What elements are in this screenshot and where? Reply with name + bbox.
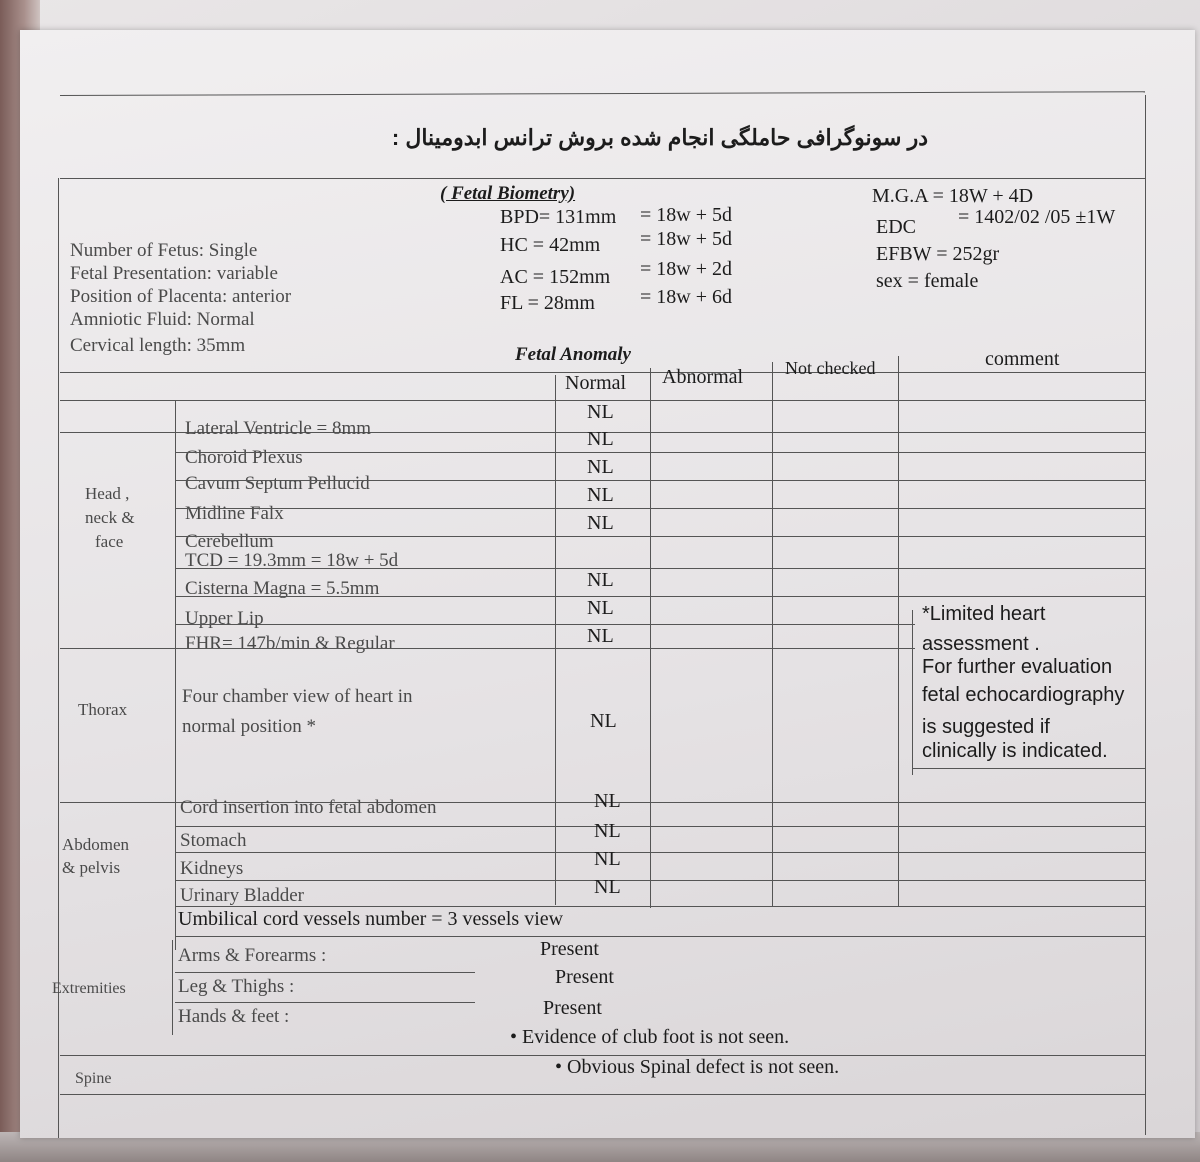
col-not-checked: Not checked <box>785 358 876 378</box>
result-legs: Present <box>555 966 614 988</box>
amniotic-fluid: Amniotic Fluid: Normal <box>70 309 255 330</box>
result-kidneys: NL <box>594 848 621 870</box>
biometry-bpd: BPD= 131mm <box>500 206 617 228</box>
section-abdomen-line1: Abdomen <box>62 835 130 854</box>
number-of-fetus: Number of Fetus: Single <box>70 240 258 261</box>
comment-line-1: *Limited heart <box>922 603 1046 625</box>
row-line-4 <box>175 536 1145 537</box>
efbw: EFBW = 252gr <box>876 243 1000 265</box>
row-line-2 <box>175 480 1145 481</box>
row-line-5 <box>175 568 1145 569</box>
cervical-length: Cervical length: 35mm <box>70 335 246 356</box>
thorax-four-chamber-line1: Four chamber view of heart in <box>182 686 413 707</box>
col-line-abnormal <box>650 368 651 908</box>
row-line-a1 <box>175 826 1145 827</box>
biometry-fl-ga: = 18w + 6d <box>640 286 733 308</box>
result-lateral-ventricle: NL <box>587 401 614 423</box>
biometry-fl: FL = 28mm <box>500 292 595 314</box>
comment-line-4: fetal echocardiography <box>922 684 1125 706</box>
head-tcd: TCD = 19.3mm = 18w + 5d <box>185 550 399 571</box>
comment-line-5: is suggested if <box>922 716 1050 738</box>
comment-bottom-line <box>912 768 1145 769</box>
section-abdomen-line2: & pelvis <box>62 858 121 877</box>
col-comment: comment <box>985 348 1060 370</box>
head-fhr: FHR= 147b/min & Regular <box>185 633 395 654</box>
head-upper-lip: Upper Lip <box>185 608 264 629</box>
row-line-e1 <box>175 972 475 973</box>
section-thorax: Thorax <box>78 700 128 719</box>
section-head-line3: face <box>95 532 124 551</box>
row-line-umbilical <box>175 936 1145 937</box>
edc-label: EDC <box>876 216 916 238</box>
head-midline-falx: Midline Falx <box>185 503 284 524</box>
thorax-four-chamber-line2: normal position * <box>182 716 317 737</box>
extremity-hands: Hands & feet : <box>178 1006 290 1027</box>
edc-value: = 1402/02 /05 ±1W <box>958 206 1116 228</box>
head-lateral-ventricle: Lateral Ventricle = 8mm <box>185 418 372 439</box>
biometry-hc: HC = 42mm <box>500 234 601 256</box>
result-cord-insertion: NL <box>594 790 621 812</box>
result-urinary-bladder: NL <box>594 876 621 898</box>
section-head-line2: neck & <box>85 508 135 527</box>
row-line-e2 <box>175 1002 475 1003</box>
umbilical-vessels: Umbilical cord vessels number = 3 vessels view <box>178 908 564 930</box>
spinal-defect-note: • Obvious Spinal defect is not seen. <box>555 1056 840 1078</box>
head-cisterna-magna: Cisterna Magna = 5.5mm <box>185 578 380 599</box>
col-normal: Normal <box>565 372 627 394</box>
result-choroid-plexus: NL <box>587 428 614 450</box>
biometry-bpd-ga: = 18w + 5d <box>640 204 733 226</box>
col-line-extremities <box>172 940 173 1035</box>
biometry-ac-ga: = 18w + 2d <box>640 258 733 280</box>
fetal-sex: sex = female <box>876 270 979 292</box>
extremity-arms: Arms & Forearms : <box>178 945 327 966</box>
abdomen-kidneys: Kidneys <box>180 858 244 879</box>
row-line-head-bottom <box>60 648 915 649</box>
biometry-ac: AC = 152mm <box>500 266 611 288</box>
result-cisterna-magna: NL <box>587 569 614 591</box>
col-line-comment <box>898 356 899 906</box>
col-line-items <box>175 400 176 950</box>
frame-right-line <box>1145 95 1146 1135</box>
row-line-3 <box>175 508 1145 509</box>
section-extremities: Extremities <box>52 980 126 997</box>
biometry-heading: ( Fetal Biometry) <box>440 183 576 204</box>
row-line-bottom <box>60 1094 1145 1095</box>
frame-biometry-line <box>60 178 1145 179</box>
result-stomach: NL <box>594 820 621 842</box>
mga: M.G.A = 18W + 4D <box>872 185 1034 207</box>
row-line-a2 <box>175 852 1145 853</box>
section-head-line1: Head , <box>85 484 130 503</box>
head-cavum-septum: Cavum Septum Pellucid <box>185 473 370 494</box>
biometry-hc-ga: = 18w + 5d <box>640 228 733 250</box>
row-line-a3 <box>175 880 1145 881</box>
comment-line-3: For further evaluation <box>922 656 1113 678</box>
row-line-6 <box>175 596 1145 597</box>
col-line-comment-inner <box>912 610 913 775</box>
fetal-presentation: Fetal Presentation: variable <box>70 263 278 284</box>
comment-line-6: clinically is indicated. <box>922 740 1108 762</box>
head-cerebellum: Cerebellum <box>185 531 274 552</box>
result-fhr: NL <box>587 625 614 647</box>
row-line-1 <box>175 452 1145 453</box>
result-midline-falx: NL <box>587 484 614 506</box>
section-spine: Spine <box>75 1070 112 1087</box>
result-cavum-septum: NL <box>587 456 614 478</box>
placenta-position: Position of Placenta: anterior <box>70 286 292 307</box>
row-line-7 <box>175 624 915 625</box>
abdomen-cord-insertion: Cord insertion into fetal abdomen <box>180 797 437 818</box>
head-choroid-plexus: Choroid Plexus <box>185 447 303 468</box>
row-line-a4 <box>175 906 1145 907</box>
result-upper-lip: NL <box>587 597 614 619</box>
result-cerebellum: NL <box>587 512 614 534</box>
comment-line-2: assessment . <box>922 633 1040 655</box>
result-four-chamber: NL <box>590 710 617 732</box>
result-arms: Present <box>540 938 599 960</box>
anomaly-heading: Fetal Anomaly <box>515 344 631 365</box>
abdomen-stomach: Stomach <box>180 830 247 851</box>
extremity-legs: Leg & Thighs : <box>178 976 295 997</box>
abdomen-urinary-bladder: Urinary Bladder <box>180 885 304 906</box>
persian-title: در سونوگرافی حاملگی انجام شده بروش ترانس ابدومینال : <box>391 125 928 150</box>
club-foot-note: • Evidence of club foot is not seen. <box>510 1026 790 1048</box>
result-hands: Present <box>543 997 602 1019</box>
col-abnormal: Abnormal <box>662 366 744 388</box>
